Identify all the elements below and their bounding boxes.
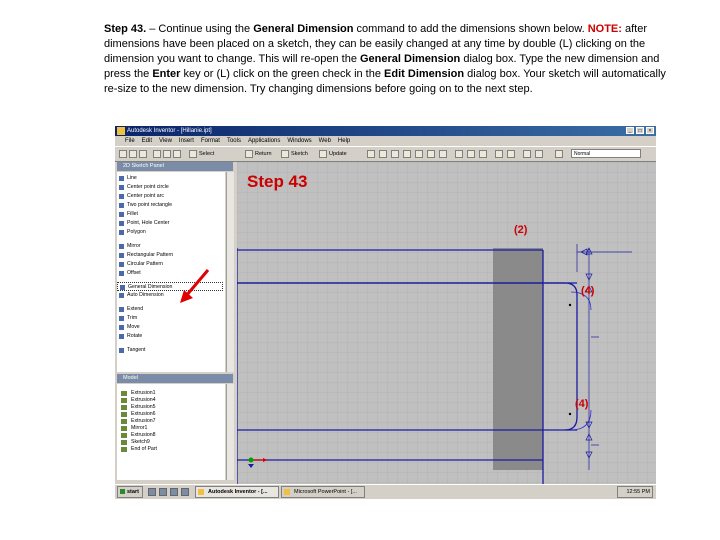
save-icon[interactable] <box>139 150 147 158</box>
instr-part: key or (L) click on the green check in the <box>180 68 385 80</box>
model-item[interactable]: Extrusion1 <box>117 390 156 397</box>
step-number: Step 43. <box>104 23 147 35</box>
quicklaunch-icon[interactable] <box>181 488 189 496</box>
task-powerpoint[interactable]: Microsoft PowerPoint - [... <box>281 486 365 498</box>
instr-part: dialog box. Type the new dimension and press the <box>104 53 660 80</box>
maximize-button[interactable]: □ <box>636 127 644 134</box>
model-scrollbar[interactable] <box>226 384 234 480</box>
instr-part: command to add the dimensions shown below. <box>353 23 588 35</box>
tool-polygon[interactable]: Polygon <box>117 228 223 237</box>
new-icon[interactable] <box>119 150 127 158</box>
model-item[interactable]: Extrusion4 <box>117 397 156 404</box>
tool-auto-dimension[interactable]: Auto Dimension <box>117 291 223 300</box>
style-icon[interactable] <box>555 150 563 158</box>
tool-fillet[interactable]: Fillet <box>117 210 223 219</box>
rotate-icon[interactable] <box>427 150 435 158</box>
copy-icon[interactable] <box>163 150 171 158</box>
dimension-label: (4) <box>581 285 595 297</box>
start-button[interactable]: start <box>117 486 143 498</box>
cut-icon[interactable] <box>153 150 161 158</box>
tool-rect-pattern[interactable]: Rectangular Pattern <box>117 251 223 260</box>
tool-line[interactable]: Line <box>117 174 223 183</box>
dialog-name: Edit Dimension <box>384 68 465 80</box>
shaded-region <box>493 248 543 470</box>
tool-mirror[interactable]: Mirror <box>117 242 223 251</box>
help-icon[interactable] <box>535 150 543 158</box>
tool-move[interactable]: Move <box>117 323 223 332</box>
sketch-canvas[interactable] <box>237 162 656 484</box>
menu-format[interactable]: Format <box>200 138 220 144</box>
command-name: General Dimension <box>360 53 461 65</box>
sketch-icon[interactable] <box>281 150 289 158</box>
instruction-text <box>104 22 676 97</box>
command-name: General Dimension <box>253 23 354 35</box>
dimension-label: (2) <box>514 224 528 236</box>
model-item[interactable]: Extrusion5 <box>117 404 156 411</box>
system-clock: 12:55 PM <box>617 486 653 498</box>
menu-insert[interactable]: Insert <box>178 138 194 144</box>
sketch-graphics <box>237 162 656 484</box>
window-title: Autodesk Inventor - [Hillanie.ipt] <box>127 128 212 134</box>
camera-icon[interactable] <box>495 150 503 158</box>
quicklaunch-icon[interactable] <box>170 488 178 496</box>
model-item[interactable]: End of Part <box>117 446 157 453</box>
tool-center-arc[interactable]: Center point arc <box>117 192 223 201</box>
open-icon[interactable] <box>129 150 137 158</box>
model-item[interactable]: Extrusion6 <box>117 411 156 418</box>
note-label: NOTE: <box>587 23 622 35</box>
tool-rotate[interactable]: Rotate <box>117 332 223 341</box>
return-icon[interactable] <box>245 150 253 158</box>
zoom-window-icon[interactable] <box>379 150 387 158</box>
menu-file[interactable]: File <box>125 138 135 144</box>
menu-help[interactable]: Help <box>337 138 351 144</box>
tool-circ-pattern[interactable]: Circular Pattern <box>117 260 223 269</box>
tool-tangent[interactable]: Tangent <box>117 346 223 355</box>
panel-browser <box>115 162 235 484</box>
key-name: Enter <box>152 68 181 80</box>
instr-part: – Continue using the <box>146 23 254 35</box>
zoom-all-icon[interactable] <box>367 150 375 158</box>
model-item[interactable]: Extrusion7 <box>117 418 156 425</box>
pan-icon[interactable] <box>403 150 411 158</box>
style-combo[interactable]: Normal <box>571 149 641 158</box>
menu-windows[interactable]: Windows <box>287 138 312 144</box>
return-label[interactable]: Return <box>255 151 272 157</box>
ground-shadow-icon[interactable] <box>507 150 515 158</box>
close-button[interactable]: × <box>646 127 654 134</box>
shaded-display-icon[interactable] <box>455 150 463 158</box>
update-icon[interactable] <box>319 150 327 158</box>
select-icon[interactable] <box>189 150 197 158</box>
tool-extend[interactable]: Extend <box>117 305 223 314</box>
hidden-edge-icon[interactable] <box>467 150 475 158</box>
task-inventor[interactable]: Autodesk Inventor - [... <box>195 486 279 498</box>
update-label[interactable]: Update <box>329 151 347 157</box>
step-label: Step 43 <box>247 172 308 191</box>
window-titlebar <box>115 126 656 136</box>
select-label[interactable]: Select <box>199 151 215 157</box>
sketch-label[interactable]: Sketch <box>291 151 308 157</box>
panel-scrollbar[interactable] <box>226 172 234 372</box>
look-at-icon[interactable] <box>439 150 447 158</box>
quicklaunch-icon[interactable] <box>148 488 156 496</box>
model-header[interactable]: Model <box>117 374 233 383</box>
model-item[interactable]: Sketch9 <box>117 439 150 446</box>
menu-applications[interactable]: Applications <box>247 138 281 144</box>
zoom-icon[interactable] <box>391 150 399 158</box>
window-controls <box>626 127 654 134</box>
tool-rectangle[interactable]: Two point rectangle <box>117 201 223 210</box>
taskbar <box>115 484 656 499</box>
menu-tools[interactable]: Tools <box>226 138 241 144</box>
inventor-screenshot <box>115 126 656 499</box>
dimension-label: (4) <box>575 398 589 410</box>
instr-part: after dimensions have been placed on a sketch, they can be easily changed at any time by double (L) clicking on the dimension you want to change. This will re-open the <box>104 23 647 65</box>
sketch-tool-list <box>117 172 225 372</box>
tool-offset[interactable]: Offset <box>117 269 223 278</box>
menu-view[interactable]: View <box>159 138 172 144</box>
standard-toolbar <box>115 146 656 162</box>
quicklaunch-icon[interactable] <box>159 488 167 496</box>
undo-icon[interactable] <box>173 150 181 158</box>
menu-web[interactable]: Web <box>318 138 331 144</box>
model-browser <box>117 384 225 480</box>
wireframe-icon[interactable] <box>479 150 487 158</box>
tool-center-circle[interactable]: Center point circle <box>117 183 223 192</box>
sketch-panel-header[interactable]: 2D Sketch Panel <box>117 162 233 171</box>
model-item[interactable]: Extrusion8 <box>117 432 156 439</box>
menu-bar <box>115 136 656 146</box>
tool-trim[interactable]: Trim <box>117 314 223 323</box>
tool-general-dimension[interactable]: General Dimension <box>117 282 223 291</box>
minimize-button[interactable]: _ <box>626 127 634 134</box>
zoom-selected-icon[interactable] <box>415 150 423 158</box>
instr-part: dialog box. Your sketch will automatically re-size to the new dimension. Try changing dimensions before going on to the next step. <box>104 68 666 95</box>
color-icon[interactable] <box>523 150 531 158</box>
app-icon <box>117 127 125 135</box>
model-item[interactable]: Mirror1 <box>117 425 147 432</box>
menu-edit[interactable]: Edit <box>141 138 153 144</box>
tool-point[interactable]: Point, Hole Center <box>117 219 223 228</box>
